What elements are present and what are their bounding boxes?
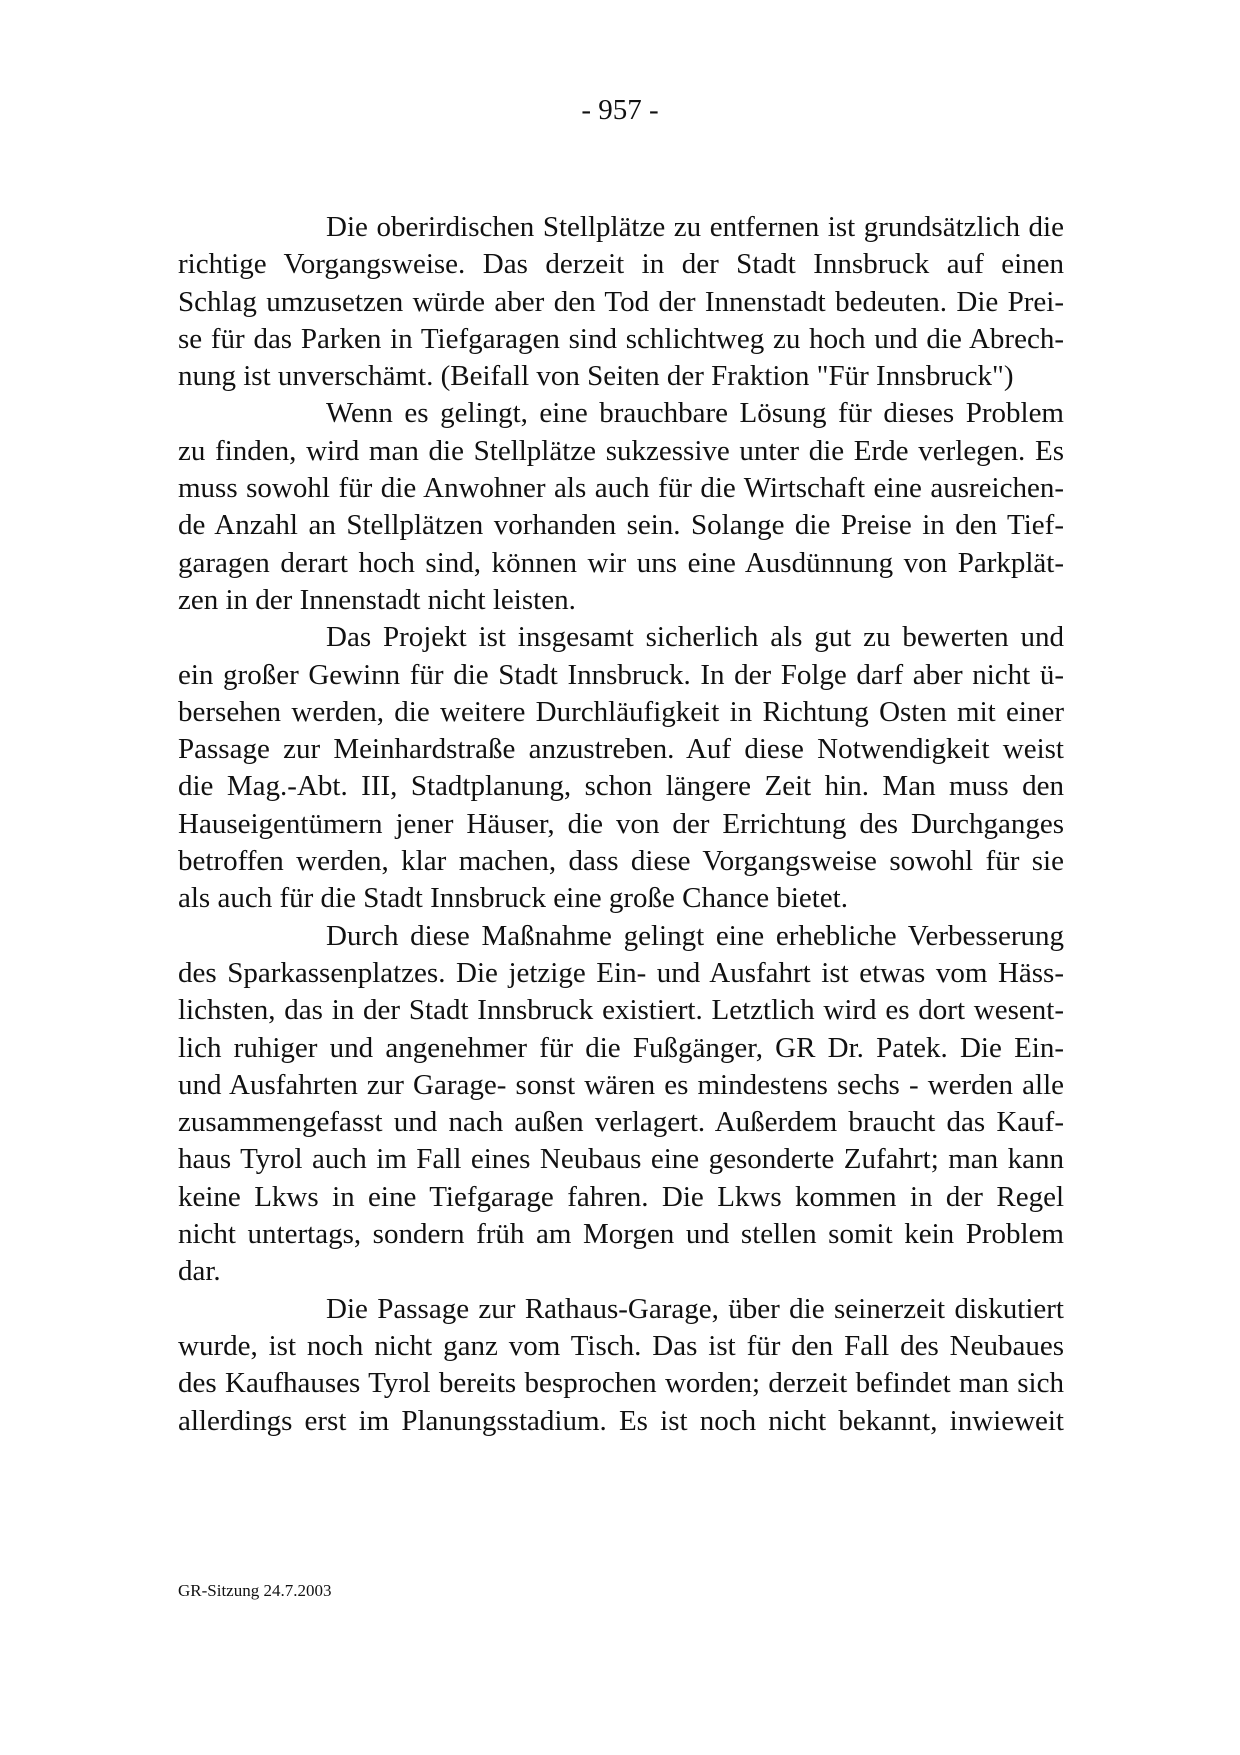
text-line: nicht untertags, sondern früh am Morgen und stellen somit kein Problem [178,1218,1064,1251]
text-line: wurde, ist noch nicht ganz vom Tisch. Das ist für den Fall des Neubaues [178,1329,1064,1362]
footer-session-date: GR-Sitzung 24.7.2003 [178,1581,332,1600]
text-line: die Mag.-Abt. III, Stadtplanung, schon längere Zeit hin. Man muss den [178,770,1064,803]
text-line: Hauseigentümern jener Häuser, die von der Errichtung des Durchganges [178,807,1064,840]
text-line: als auch für die Stadt Innsbruck eine große Chance bietet. [178,882,848,915]
text-line: garagen derart hoch sind, können wir uns eine Ausdünnung von Parkplät- [178,546,1064,579]
text-line: muss sowohl für die Anwohner als auch für die Wirtschaft eine ausreichen- [178,472,1064,505]
text-line: de Anzahl an Stellplätzen vorhanden sein. Solange die Preise in den Tief- [178,509,1064,542]
body-text [178,209,1064,1440]
paragraph-2 [178,395,1064,619]
paragraph-4 [178,918,1064,1291]
paragraph-3 [178,619,1064,917]
text-line: se für das Parken in Tiefgaragen sind schlichtweg zu hoch und die Abrech- [178,322,1064,355]
text-line: zusammengefasst und nach außen verlagert. Außerdem braucht das Kauf- [178,1106,1064,1139]
page-number: - 957 - [581,94,659,126]
text-line: keine Lkws in eine Tiefgarage fahren. Die Lkws kommen in der Regel [178,1180,1064,1213]
text-line: richtige Vorgangsweise. Das derzeit in der Stadt Innsbruck auf einen [178,248,1064,281]
text-line: zen in der Innenstadt nicht leisten. [178,583,576,616]
text-line: Wenn es gelingt, eine brauchbare Lösung für dieses Problem [326,397,1064,430]
text-line: allerdings erst im Planungsstadium. Es ist noch nicht bekannt, inwieweit [178,1404,1064,1437]
text-line: haus Tyrol auch im Fall eines Neubaus eine gesonderte Zufahrt; man kann [178,1143,1064,1176]
paragraph-5 [178,1291,1064,1440]
text-line: Die oberirdischen Stellplätze zu entfernen ist grundsätzlich die [326,211,1064,243]
text-line: Das Projekt ist insgesamt sicherlich als gut zu bewerten und [326,621,1064,654]
text-line: betroffen werden, klar machen, dass diese Vorgangsweise sowohl für sie [178,845,1064,878]
paragraph-1 [178,209,1064,395]
text-line: lichsten, das in der Stadt Innsbruck existiert. Letztlich wird es dort wesent- [178,994,1064,1027]
text-line: bersehen werden, die weitere Durchläufigkeit in Richtung Osten mit einer [178,695,1064,728]
text-line: lich ruhiger und angenehmer für die Fußgänger, GR Dr. Patek. Die Ein- [178,1031,1064,1064]
text-line: dar. [178,1255,221,1288]
text-line: Durch diese Maßnahme gelingt eine erhebliche Verbesserung [326,919,1064,952]
text-line: Passage zur Meinhardstraße anzustreben. Auf diese Notwendigkeit weist [178,733,1064,766]
text-line: und Ausfahrten zur Garage- sonst wären es mindestens sechs - werden alle [178,1068,1064,1101]
text-line: des Sparkassenplatzes. Die jetzige Ein- und Ausfahrt ist etwas vom Häss- [178,956,1064,989]
text-line: Schlag umzusetzen würde aber den Tod der Innenstadt bedeuten. Die Prei- [178,285,1064,318]
text-line: nung ist unverschämt. (Beifall von Seiten der Fraktion "Für Innsbruck") [178,360,1014,393]
text-line: zu finden, wird man die Stellplätze sukzessive unter die Erde verlegen. Es [178,434,1064,467]
text-line: Die Passage zur Rathaus-Garage, über die seinerzeit diskutiert [326,1292,1064,1325]
text-line: ein großer Gewinn für die Stadt Innsbruck. In der Folge darf aber nicht ü- [178,658,1064,691]
text-line: des Kaufhauses Tyrol bereits besprochen worden; derzeit befindet man sich [178,1367,1064,1400]
